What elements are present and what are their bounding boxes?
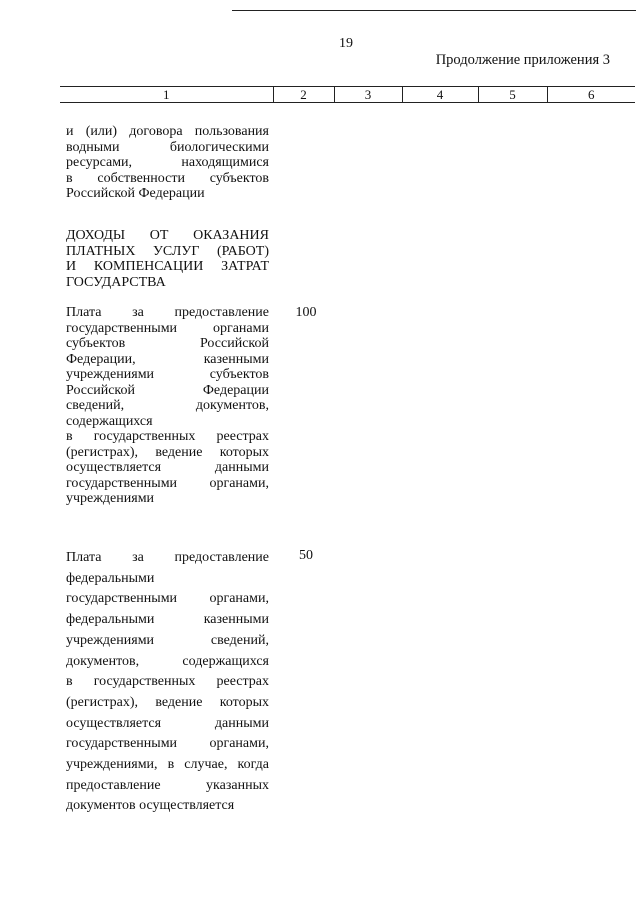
text-line: федеральными — [66, 570, 155, 586]
column-header-1: 1 — [60, 87, 273, 103]
text-line: государственными органами, — [66, 736, 269, 752]
column-header-table — [60, 86, 635, 103]
text-line: государственными органами, — [66, 475, 269, 491]
text-line: сведений, документов, — [66, 398, 269, 413]
text-line: (регистрах), ведение которых — [66, 694, 269, 710]
row-description — [66, 124, 269, 202]
text-line: учреждениями сведений, — [66, 632, 269, 648]
text-line: Плата за предоставление — [66, 550, 269, 565]
column-header-6: 6 — [547, 87, 635, 103]
text-line: И КОМПЕНСАЦИИ ЗАТРАТ — [66, 259, 269, 274]
column-header-5: 5 — [478, 87, 547, 103]
section-heading — [66, 228, 269, 290]
text-line: в собственности субъектов — [66, 170, 269, 186]
text-line: государственными органами — [66, 320, 269, 336]
row-value: 100 — [295, 305, 317, 320]
column-header-3: 3 — [334, 87, 402, 103]
text-line: учреждениями, в случае, когда — [66, 757, 269, 773]
text-line: ресурсами, находящимися — [66, 155, 269, 170]
text-line: учреждениями субъектов — [66, 367, 269, 382]
column-header-row — [60, 87, 635, 103]
text-line: документов осуществляется — [66, 798, 235, 814]
text-line: осуществляется данными — [66, 460, 269, 475]
text-line: (регистрах), ведение которых — [66, 444, 269, 460]
text-line: в государственных реестрах — [66, 429, 269, 444]
text-line: Плата за предоставление — [66, 305, 269, 320]
text-line: Российской Федерации — [66, 186, 205, 201]
text-line: содержащихся — [66, 413, 153, 429]
text-line: ПЛАТНЫХ УСЛУГ (РАБОТ) — [66, 243, 269, 259]
column-header-4: 4 — [402, 87, 478, 103]
row-value: 50 — [299, 548, 313, 563]
text-line: в государственных реестрах — [66, 674, 269, 690]
top-rule — [232, 10, 636, 11]
text-line: государственными органами, — [66, 591, 269, 607]
text-line: Федерации, казенными — [66, 351, 269, 367]
text-line: учреждениями — [66, 491, 155, 506]
text-line: осуществляется данными — [66, 715, 269, 731]
text-line: предоставление указанных — [66, 777, 269, 793]
row-description — [66, 305, 269, 507]
row-description — [66, 548, 269, 817]
text-line: субъектов Российской — [66, 336, 269, 351]
text-line: ГОСУДАРСТВА — [66, 274, 166, 290]
text-line: федеральными казенными — [66, 612, 269, 628]
continuation-heading: Продолжение приложения 3 — [435, 52, 610, 68]
text-line: водными биологическими — [66, 139, 269, 155]
text-line: ДОХОДЫ ОТ ОКАЗАНИЯ — [66, 228, 269, 243]
page-number: 19 — [339, 36, 353, 51]
text-line: и (или) договора пользования — [66, 124, 269, 139]
column-header-2: 2 — [273, 87, 334, 103]
text-line: документов, содержащихся — [66, 653, 269, 669]
text-line: Российской Федерации — [66, 382, 269, 398]
